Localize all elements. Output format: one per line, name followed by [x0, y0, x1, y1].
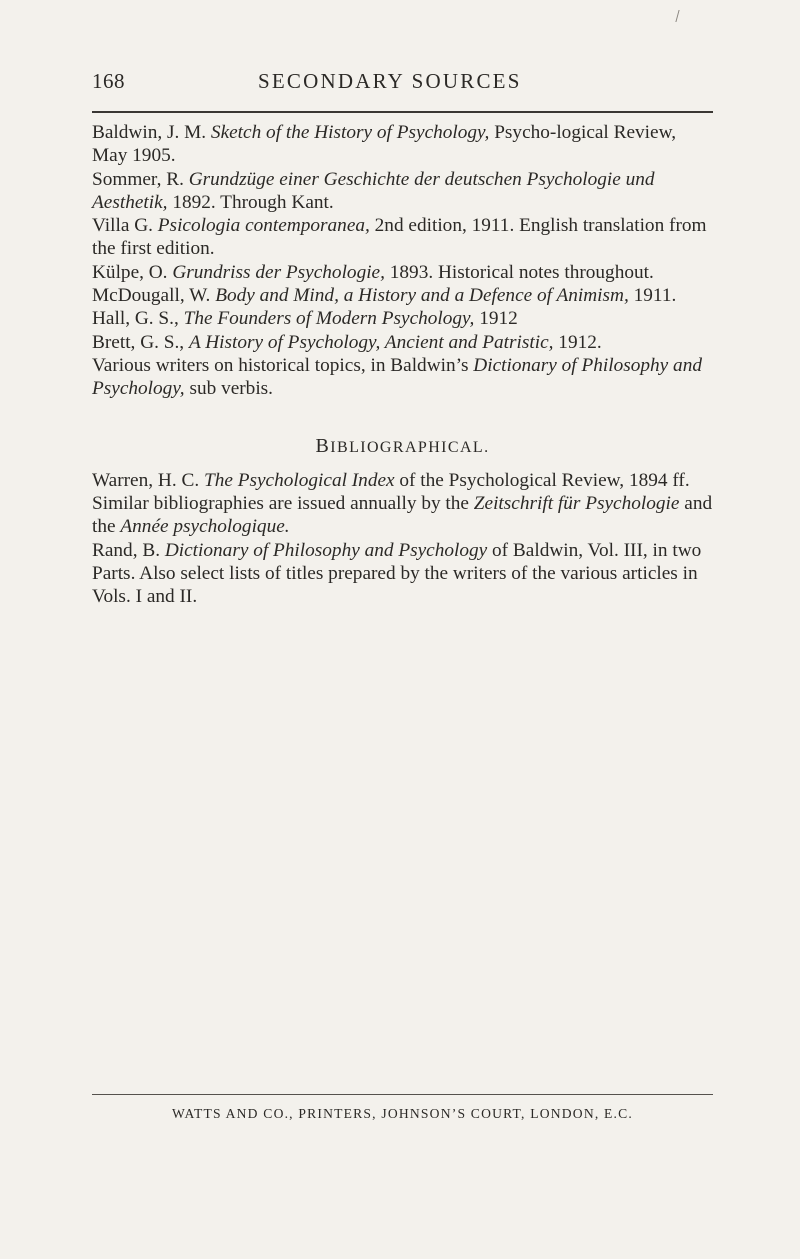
- header-rule: [92, 111, 713, 113]
- source-entry: McDougall, W. Body and Mind, a History and a Defence of Animism, 1911.: [92, 285, 677, 307]
- source-entry: Villa G. Psicologia contemporanea, 2nd edition, 1911. English translation from the first edition.: [92, 215, 707, 260]
- source-entry: Hall, G. S., The Founders of Modern Psychology, 1912: [92, 308, 518, 330]
- source-entry: Külpe, O. Grundriss der Psychologie, 1893. Historical notes throughout.: [92, 261, 654, 283]
- source-entry: Brett, G. S., A History of Psychology, Ancient and Patristic, 1912.: [92, 331, 602, 353]
- source-entry: Various writers on historical topics, in Baldwin’s Dictionary of Philosophy and Psychology, sub verbis.: [92, 354, 702, 400]
- pencil-mark: [675, 10, 685, 22]
- bibliography-entry: Warren, H. C. The Psychological Index of the Psychological Review, 1894 ff. Similar bibliographies are issued annually by the Zeitschrift für Psychologie and the Année psychologique.: [92, 469, 713, 538]
- source-entry: Sommer, R. Grundzüge einer Geschichte der deutschen Psychologie und Aesthetik, 1892. Through Kant.: [92, 168, 655, 213]
- footer-rule: [92, 1094, 713, 1095]
- running-head: SECONDARY SOURCES: [258, 69, 522, 93]
- section-heading: BIBLIOGRAPHICAL.: [315, 434, 490, 457]
- page-number: 168: [92, 69, 125, 93]
- printer-imprint: WATTS AND CO., PRINTERS, JOHNSON’S COURT, LONDON, E.C.: [172, 1106, 633, 1121]
- bibliography-entry: Rand, B. Dictionary of Philosophy and Psychology of Baldwin, Vol. III, in two Parts. Also select lists of titles prepared by the writers of the various articles in Vols. I and II.: [92, 539, 702, 608]
- source-entry: Baldwin, J. M. Sketch of the History of Psychology, Psycho-logical Review, May 1905.: [92, 122, 677, 167]
- body-text: [92, 121, 713, 609]
